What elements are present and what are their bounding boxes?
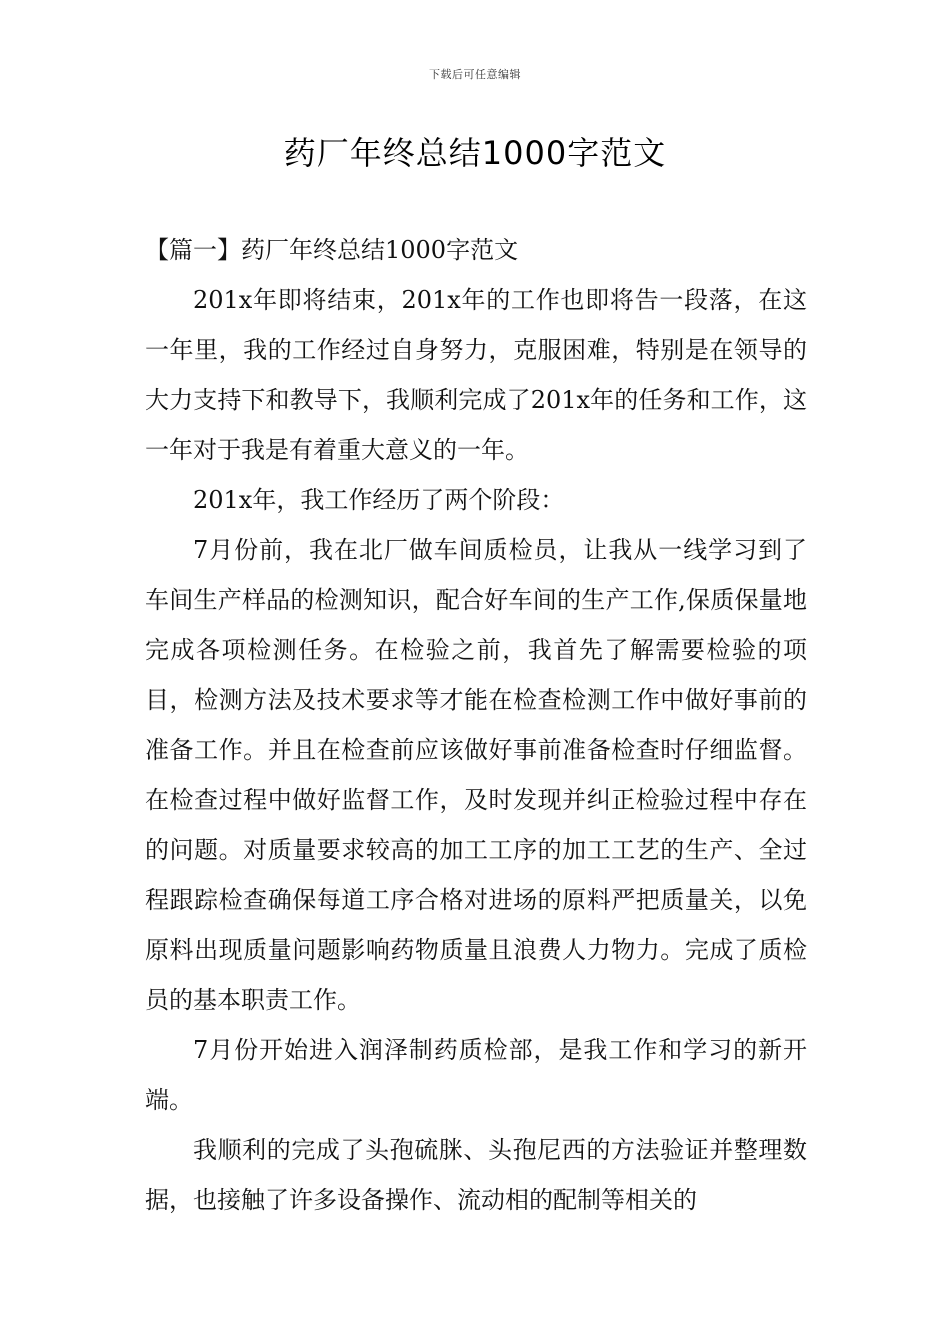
paragraph-1: 201x年即将结束，201x年的工作也即将告一段落，在这一年里，我的工作经过自身努力，克服困难，特别是在领导的大力支持下和教导下，我顺利完成了201x年的任务和工作，这一年对于我是有着重大意义的一年。 xyxy=(145,286,807,464)
header-note: 下载后可任意编辑 xyxy=(429,68,521,81)
paragraph-5: 我顺利的完成了头孢硫脒、头孢尼西的方法验证并整理数据，也接触了许多设备操作、流动相的配制等相关的 xyxy=(145,1136,807,1214)
section-heading: 【篇一】药厂年终总结1000字范文 xyxy=(145,236,519,264)
paragraph-4: 7月份开始进入润泽制药质检部，是我工作和学习的新开端。 xyxy=(145,1036,807,1114)
paragraph-3: 7月份前，我在北厂做车间质检员，让我从一线学习到了车间生产样品的检测知识，配合好车间的生产工作,保质保量地完成各项检测任务。在检验之前，我首先了解需要检验的项目，检测方法及技术要求等才能在检查检测工作中做好事前的准备工作。并且在检查前应该做好事前准备检查时仔细监督。在检查过程中做好监督工作，及时发现并纠正检验过程中存在的问题。对质量要求较高的加工工序的加工工艺的生产、全过程跟踪检查确保每道工序合格对进场的原料严把质量关，以免原料出现质量问题影响药物质量且浪费人力物力。完成了质检员的基本职责工作。 xyxy=(145,536,807,1014)
paragraph-2: 201x年，我工作经历了两个阶段： xyxy=(193,486,565,514)
document-body xyxy=(145,225,807,1225)
document-title: 药厂年终总结1000字范文 xyxy=(283,134,667,172)
